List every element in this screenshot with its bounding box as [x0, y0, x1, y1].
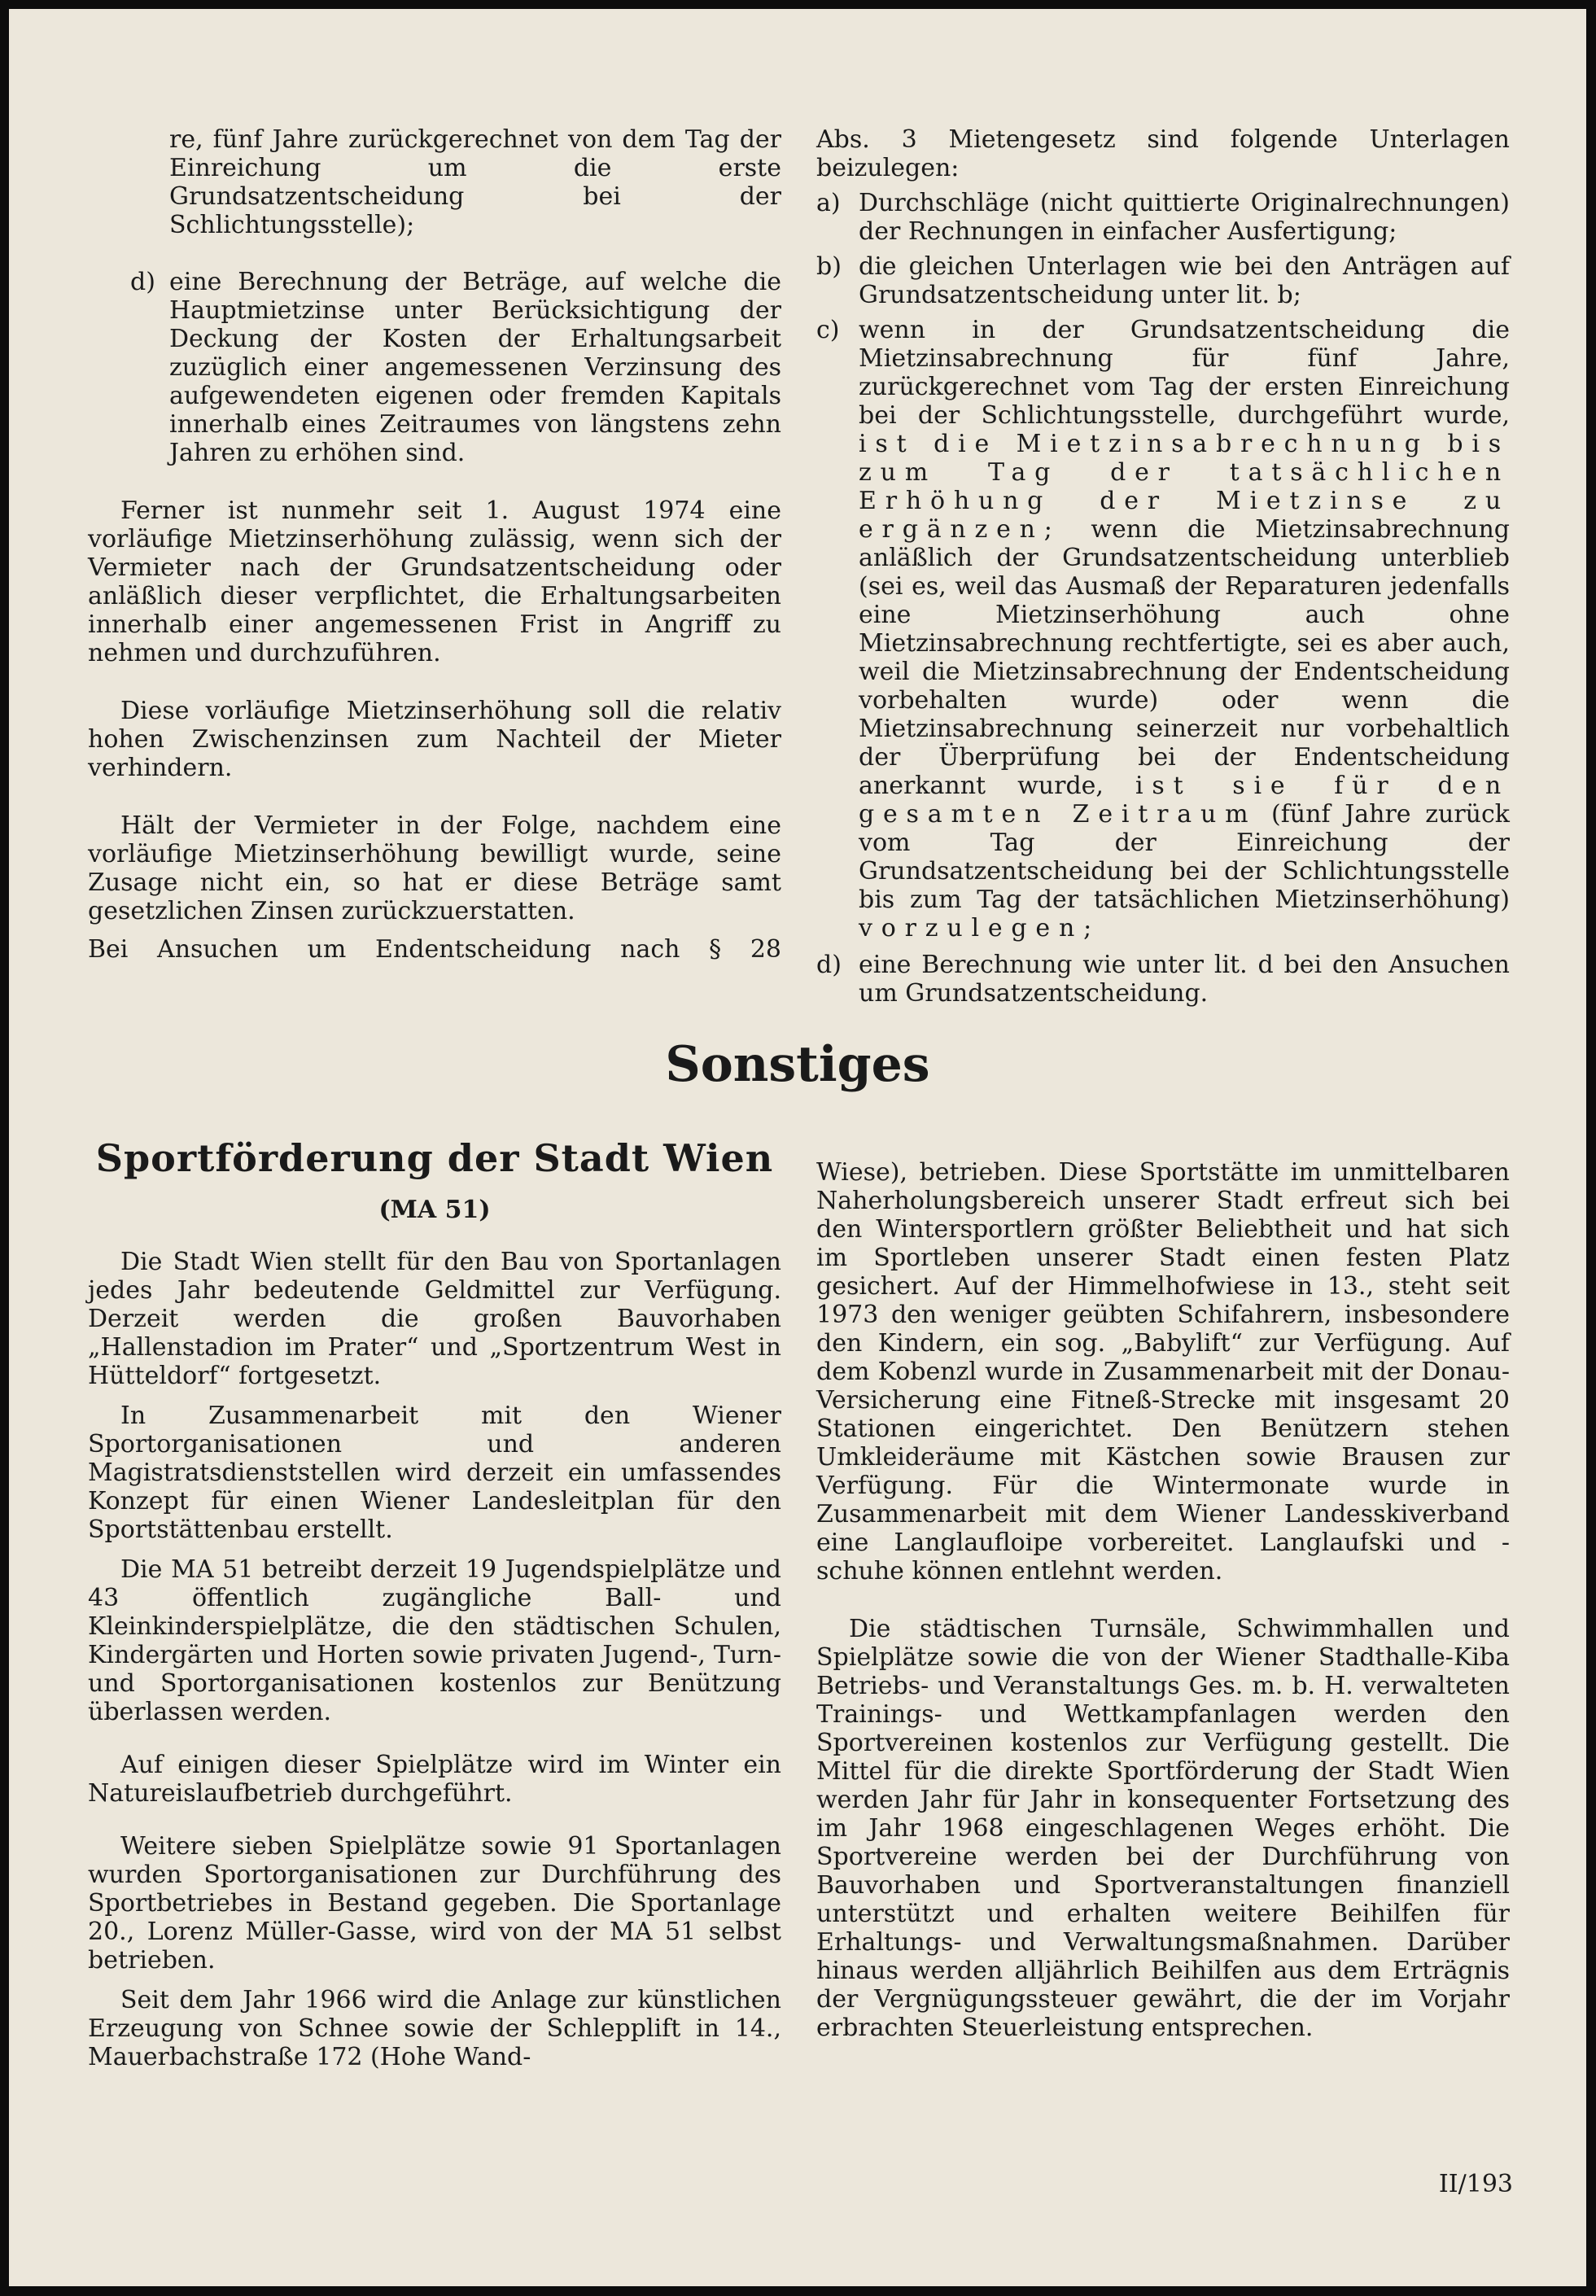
paragraph: Weitere sieben Spielplätze sowie 91 Sportanlagen wurden Sportorganisationen zur Durchführung des Sportbetriebes in Bestand gegeben. Die Sportanlage 20., Lorenz Müller-Gasse, wird von der MA 51 selbst betrieben.: [88, 1832, 781, 1975]
paragraph: In Zusammenarbeit mit den Wiener Sportorganisationen und anderen Magistratsdienststellen wird derzeit ein umfassendes Konzept für einen Wiener Landesleitplan für den Sportstättenbau erstellt.: [88, 1402, 781, 1544]
paragraph: Auf einigen dieser Spielplätze wird im Winter ein Natureislaufbetrieb durchgeführt.: [88, 1751, 781, 1808]
list-item-b: [816, 252, 1510, 309]
paragraph: Diese vorläufige Mietzinserhöhung soll die relativ hohen Zwischenzinsen zum Nachteil der Mieter verhindern.: [88, 697, 781, 782]
paragraph: Die MA 51 betreibt derzeit 19 Jugendspielplätze und 43 öffentlich zugängliche Ball- und Kleinkinderspielplätze, die den städtischen Schulen, Kindergärten und Horten sowie privaten Jugend-, Turn- und Sportorganisationen kostenlos zur Benützung überlassen werden.: [88, 1555, 781, 1726]
paragraph: Seit dem Jahr 1966 wird die Anlage zur künstlichen Erzeugung von Schnee sowie der Schlepplift in 14., Mauerbachstraße 172 (Hohe Wand-: [88, 1986, 781, 2071]
list-item-d: [88, 268, 781, 467]
list-text: eine Berechnung der Beträge, auf welche die Hauptmietzinse unter Berücksichtigung der Deckung der Kosten der Erhaltungsarbeit zuzüglich einer angemessenen Verzinsung des aufgewendeten eigenen oder fremden Kapitals innerhalb eines Zeitraumes von längstens zehn Jahren zu erhöhen sind.: [169, 268, 781, 467]
list-text-part: wenn in der Grundsatzentscheidung die Mietzinsabrechnung für fünf Jahre, zurückgerechnet vom Tag der ersten Einreichung bei der Schlichtungsstelle, durchgeführt wurde,: [859, 316, 1510, 430]
article-right-column: [816, 1158, 1510, 2042]
paragraph: Hält der Vermieter in der Folge, nachdem eine vorläufige Mietzinserhöhung bewilligt wurde, seine Zusage nicht ein, so hat er diese Beträge samt gesetzlichen Zinsen zurückzuerstatten.: [88, 811, 781, 925]
list-text: eine Berechnung wie unter lit. d bei den Ansuchen um Grundsatzentscheidung.: [859, 951, 1510, 1008]
list-text-part: wenn die Mietzinsabrechnung anläßlich der Grundsatzentscheidung unterblieb (sei es, weil das Ausmaß der Reparaturen jedenfalls eine Mietzinserhöhung auch ohne Mietzinsabrechnung rechtfertigte, sei es aber auch, weil die Mietzinsabrechnung der Endentscheidung vorbehalten wurde) oder wenn die Mietzinsabrechnung seinerzeit nur vorbehaltlich der Überprüfung bei der Endentscheidung anerkannt wurde,: [859, 515, 1510, 800]
article-title: Sportförderung der Stadt Wien: [95, 1136, 774, 1180]
list-text-part: (fünf Jahre zurück vom Tag der Einreichung der Grundsatzentscheidung bei der Schlichtungsstelle bis zum Tag der tatsächlichen Mietzinserhöhung): [859, 800, 1510, 914]
paragraph: Ferner ist nunmehr seit 1. August 1974 eine vorläufige Mietzinserhöhung zulässig, wenn sich der Vermieter nach der Grundsatzentscheidung oder anläßlich dieser verpflichtet, die Erhaltungsarbeiten innerhalb einer angemessenen Frist in Angriff zu nehmen und durchzuführen.: [88, 496, 781, 667]
spaced-emphasis: ist sie für den gesamten Zeitraum: [859, 772, 1510, 829]
list-text: [859, 316, 1510, 942]
section-title: Sonstiges: [665, 1036, 930, 1093]
list-label: a): [816, 189, 841, 217]
paragraph: Wiese), betrieben. Diese Sportstätte im unmittelbaren Naherholungsbereich unserer Stadt erfreut sich bei den Wintersportlern größter Beliebtheit und hat sich im Sportleben unserer Stadt einen festen Platz gesichert. Auf der Himmelhofwiese in 13., steht seit 1973 den weniger geübten Schifahrern, insbesondere den Kindern, ein sog. „Babylift“ zur Verfügung. Auf dem Kobenzl wurde in Zusammenarbeit mit der Donau-Versicherung eine Fitneß-Strecke mit insgesamt 20 Stationen eingerichtet. Den Benützern stehen Umkleideräume mit Kästchen sowie Brausen zur Verfügung. Für die Wintermonate wurde in Zusammenarbeit mit dem Wiener Landesskiverband eine Langlaufloipe vorbereitet. Langlaufski und -schuhe können entlehnt werden.: [816, 1158, 1510, 1585]
paragraph: Bei Ansuchen um Endentscheidung nach § 28: [88, 935, 781, 964]
spaced-emphasis: ist die Mietzinsabrechnung bis zum Tag der tatsächlichen Erhöhung der Mietzinse zu ergänzen;: [859, 430, 1510, 544]
continued-item-text: re, fünf Jahre zurückgerechnet von dem Tag der Einreichung um die erste Grundsatzentscheidung bei der Schlichtungsstelle);: [169, 125, 781, 239]
article-left-column: [88, 1248, 781, 2071]
spaced-emphasis: vorzulegen;: [859, 914, 1101, 942]
paragraph: Abs. 3 Mietengesetz sind folgende Unterlagen beizulegen:: [816, 125, 1510, 182]
paragraph: Die Stadt Wien stellt für den Bau von Sportanlagen jedes Jahr bedeutende Geldmittel zur Verfügung. Derzeit werden die großen Bauvorhaben „Hallenstadion im Prater“ und „Sportzentrum West in Hütteldorf“ fortgesetzt.: [88, 1248, 781, 1390]
list-label: b): [816, 252, 842, 281]
list-text: die gleichen Unterlagen wie bei den Anträgen auf Grundsatzentscheidung unter lit. b;: [859, 252, 1510, 309]
page-number: II/193: [1438, 2170, 1513, 2198]
list-item-c: [816, 316, 1510, 942]
top-right-column: [816, 125, 1510, 1008]
list-label: c): [816, 316, 840, 344]
list-label: d): [130, 268, 155, 296]
list-label: d): [816, 951, 842, 979]
list-item-d: [816, 951, 1510, 1008]
paragraph: Die städtischen Turnsäle, Schwimmhallen und Spielplätze sowie die von der Wiener Stadthalle-Kiba Betriebs- und Veranstaltungs Ges. m. b. H. verwalteten Trainings- und Wettkampfanlagen werden den Sportvereinen kostenlos zur Verfügung gestellt. Die Mittel für die direkte Sportförderung der Stadt Wien werden Jahr für Jahr in konsequenter Fortsetzung des im Jahr 1968 eingeschlagenen Weges erhöht. Die Sportvereine werden bei der Durchführung von Bauvorhaben und Sportveranstaltungen finanziell unterstützt und erhalten weitere Beihilfen für Erhaltungs- und Verwaltungsmaßnahmen. Darüber hinaus werden alljährlich Beihilfen aus dem Erträgnis der Vergnügungssteuer gewährt, die der im Vorjahr erbrachten Steuerleistung entsprechen.: [816, 1615, 1510, 2042]
list-text: Durchschläge (nicht quittierte Originalrechnungen) der Rechnungen in einfacher Ausfertigung;: [859, 189, 1510, 246]
document-page: [9, 9, 1586, 2286]
list-item-a: [816, 189, 1510, 246]
top-left-column: [88, 125, 781, 964]
article-department: (MA 51): [378, 1196, 491, 1224]
